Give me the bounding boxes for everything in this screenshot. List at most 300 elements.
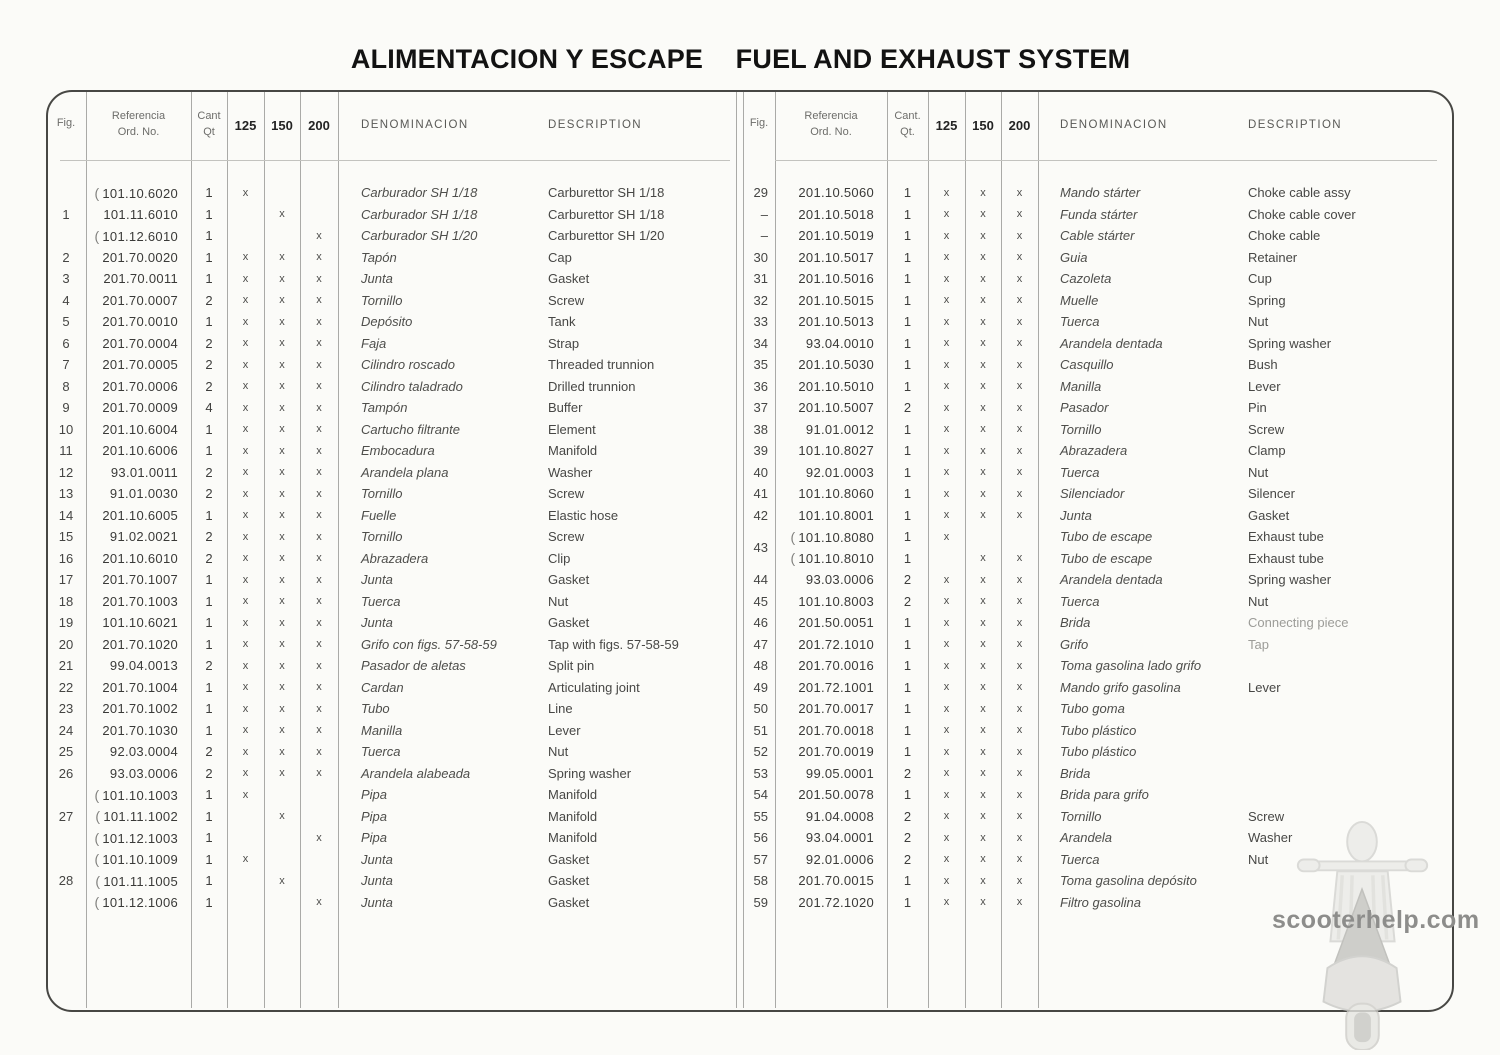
- mark-200: x: [316, 659, 322, 672]
- denomination: Tuerca: [361, 744, 401, 760]
- mark-150: x: [279, 638, 285, 651]
- mark-200: x: [316, 229, 322, 242]
- mark-200: x: [1016, 186, 1023, 199]
- table-row: [743, 354, 1452, 376]
- denomination: Arandela: [1060, 830, 1113, 846]
- description: Gasket: [548, 271, 590, 287]
- table-row: [743, 204, 1452, 226]
- denomination: Tornillo: [361, 486, 403, 502]
- fig-number: 58: [753, 873, 768, 889]
- mark-150: x: [980, 702, 986, 715]
- qty-value: 1: [205, 615, 213, 631]
- mark-125: x: [943, 595, 950, 608]
- ref-cell: [86, 830, 191, 846]
- fig-number: 40: [753, 464, 768, 480]
- ref-number: 92.01.0006: [805, 851, 874, 867]
- table-row: [743, 182, 1452, 204]
- mark-150: x: [980, 638, 986, 651]
- qty-value: 1: [903, 249, 912, 265]
- qty-value: 1: [205, 808, 213, 824]
- denomination: Tubo plástico: [1060, 744, 1137, 760]
- ref-cell: [86, 207, 191, 222]
- fig-number: 39: [753, 443, 768, 459]
- qty-value: 1: [903, 873, 912, 889]
- mark-150: x: [980, 229, 986, 242]
- table-row: [743, 505, 1452, 527]
- ref-number: 101.10.1009: [102, 852, 178, 868]
- ref-cell: [86, 572, 191, 587]
- description: Gasket: [548, 615, 590, 631]
- table-row: [46, 526, 736, 548]
- description: Nut: [1248, 314, 1269, 330]
- denomination: Arandela plana: [361, 464, 449, 480]
- fig-number: 54: [753, 787, 768, 803]
- mark-200: x: [316, 767, 322, 780]
- mark-150: x: [980, 573, 986, 586]
- column-header-qty-line1: Cant.: [894, 110, 921, 122]
- mark-125: x: [242, 444, 249, 457]
- ref-number: 201.10.5016: [798, 271, 874, 287]
- description: Drilled trunnion: [548, 378, 636, 394]
- ref-cell: [86, 873, 191, 889]
- description: Lever: [1248, 679, 1281, 695]
- qty-value: 1: [903, 636, 912, 652]
- mark-125: x: [242, 380, 249, 393]
- mark-200: x: [1016, 315, 1023, 328]
- table-row: [46, 268, 736, 290]
- description: Buffer: [548, 400, 583, 416]
- mark-200: x: [316, 337, 322, 350]
- description: Gasket: [548, 572, 590, 588]
- column-header-ref-line2: Ord. No.: [117, 126, 160, 138]
- fig-number: 26: [58, 765, 74, 781]
- denomination: Pipa: [361, 787, 388, 803]
- ref-cell: [775, 314, 887, 329]
- description: Element: [548, 421, 596, 437]
- fig-number: 20: [58, 636, 74, 652]
- denomination: Cilindro roscado: [361, 357, 455, 373]
- table-row: [46, 870, 736, 892]
- qty-value: 2: [205, 529, 213, 545]
- mark-200: x: [316, 745, 322, 758]
- mark-150: x: [980, 358, 986, 371]
- mark-200: x: [1016, 229, 1023, 242]
- header-underline: [775, 160, 1437, 161]
- denomination: Toma gasolina depósito: [1060, 873, 1197, 889]
- qty-value: 1: [903, 787, 912, 803]
- table-row: [743, 526, 1452, 556]
- fig-number: 37: [753, 400, 768, 416]
- denomination: Tornillo: [361, 292, 403, 308]
- mark-200: x: [316, 595, 322, 608]
- mark-125: x: [242, 573, 249, 586]
- table-row: [46, 462, 736, 484]
- description: Tap: [1248, 636, 1269, 652]
- mark-150: x: [279, 444, 285, 457]
- description: Strap: [548, 335, 580, 351]
- ref-number: 91.02.0021: [109, 529, 178, 545]
- mark-200: x: [1016, 251, 1023, 264]
- ref-number: 93.01.0011: [110, 464, 178, 480]
- denomination: Guia: [1060, 249, 1088, 265]
- description: Choke cable assy: [1248, 185, 1351, 201]
- denomination: Pasador de aletas: [361, 658, 466, 674]
- mark-200: x: [316, 530, 322, 543]
- mark-200: x: [316, 380, 322, 393]
- mark-150: x: [279, 466, 285, 479]
- mark-200: x: [1016, 487, 1023, 500]
- denomination: Tapón: [361, 249, 397, 265]
- denomination: Cable stárter: [1060, 228, 1135, 244]
- mark-200: x: [316, 573, 322, 586]
- qty-value: 1: [903, 615, 912, 631]
- description: Manifold: [548, 808, 598, 824]
- ref-cell: [775, 336, 887, 351]
- table-row: [46, 612, 736, 634]
- table-row: [743, 440, 1452, 462]
- mark-150: x: [980, 831, 986, 844]
- ref-cell: [775, 658, 887, 673]
- mark-150: x: [279, 208, 285, 221]
- mark-125: x: [242, 401, 249, 414]
- description: Screw: [548, 529, 585, 545]
- mark-200: x: [1016, 466, 1023, 479]
- qty-value: 2: [205, 378, 213, 394]
- table-divider-rule: [736, 92, 737, 1008]
- mark-125: x: [242, 659, 249, 672]
- ref-number: 201.70.0005: [102, 357, 178, 373]
- mark-125: x: [242, 251, 249, 264]
- ref-number: 201.70.1020: [102, 636, 178, 652]
- qty-value: 1: [205, 314, 213, 330]
- group-brace: (: [94, 829, 100, 846]
- fig-number: 38: [753, 421, 768, 437]
- fig-number: 47: [753, 636, 768, 652]
- table-row: [46, 806, 736, 828]
- mark-200: x: [1016, 767, 1023, 780]
- description: Screw: [548, 292, 585, 308]
- mark-150: x: [980, 745, 986, 758]
- table-row: [46, 677, 736, 699]
- mark-200: x: [1016, 745, 1023, 758]
- ref-number: 201.70.0007: [102, 292, 178, 308]
- mark-200: x: [316, 358, 322, 371]
- ref-number: 201.10.5013: [798, 314, 874, 330]
- mark-150: x: [980, 380, 986, 393]
- fig-number: 59: [753, 894, 768, 910]
- mark-150: x: [980, 401, 986, 414]
- qty-value: 1: [903, 658, 912, 674]
- denomination: Tornillo: [1060, 808, 1102, 824]
- mark-200: x: [316, 466, 322, 479]
- column-header-fig: Fig.: [56, 117, 76, 129]
- mark-125: x: [943, 380, 950, 393]
- qty-value: 1: [205, 830, 213, 846]
- mark-200: x: [1016, 272, 1023, 285]
- mark-125: x: [242, 638, 249, 651]
- description: Bush: [1248, 357, 1278, 373]
- column-header-ref-line1: Referencia: [111, 110, 166, 122]
- ref-cell: [775, 809, 887, 824]
- mark-125: x: [943, 186, 950, 199]
- denomination: Tornillo: [361, 529, 403, 545]
- ref-cell: [86, 723, 191, 738]
- mark-125: x: [242, 466, 249, 479]
- mark-150: x: [980, 186, 986, 199]
- mark-125: x: [943, 401, 950, 414]
- column-header-description: DESCRIPTION: [548, 119, 642, 131]
- mark-200: x: [1016, 423, 1023, 436]
- table-row: [743, 612, 1452, 634]
- ref-cell: [775, 852, 887, 867]
- mark-200: x: [1016, 853, 1023, 866]
- ref-number: 201.10.5015: [798, 292, 874, 308]
- column-header-150: 150: [271, 118, 293, 133]
- qty-value: 2: [903, 593, 912, 609]
- ref-cell: [775, 637, 887, 652]
- table-row: [46, 333, 736, 355]
- fig-number: 35: [753, 357, 768, 373]
- qty-value: 1: [205, 206, 213, 222]
- table-row: [743, 763, 1452, 785]
- column-header-ref-line1: Referencia: [804, 110, 858, 122]
- mark-125: x: [242, 788, 249, 801]
- fig-number: 21: [58, 658, 74, 674]
- description: Gasket: [548, 851, 590, 867]
- mark-150: x: [279, 724, 285, 737]
- group-brace: (: [94, 184, 100, 201]
- fig-number: 22: [58, 679, 74, 695]
- description: Exhaust tube: [1248, 550, 1324, 566]
- mark-200: x: [1016, 509, 1023, 522]
- qty-value: 2: [205, 550, 213, 566]
- mark-200: x: [316, 724, 322, 737]
- fig-number: 43: [753, 540, 768, 556]
- mark-125: x: [242, 616, 249, 629]
- mark-125: x: [242, 337, 249, 350]
- mark-200: x: [316, 272, 322, 285]
- qty-value: 1: [205, 636, 213, 652]
- table-row: [743, 397, 1452, 419]
- mark-125: x: [242, 315, 249, 328]
- denomination: Abrazadera: [361, 550, 429, 566]
- qty-value: 1: [205, 507, 213, 523]
- mark-200: x: [316, 509, 322, 522]
- table-row: [46, 784, 736, 806]
- table-row: [743, 376, 1452, 398]
- mark-150: x: [279, 315, 285, 328]
- mark-125: x: [943, 487, 950, 500]
- table-row: [743, 784, 1452, 806]
- table-row: [46, 376, 736, 398]
- mark-150: x: [980, 294, 986, 307]
- denomination: Tornillo: [1060, 421, 1102, 437]
- mark-125: x: [943, 530, 950, 543]
- table-row: [743, 698, 1452, 720]
- mark-125: x: [943, 573, 950, 586]
- mark-200: x: [316, 616, 322, 629]
- ref-number: 201.10.5018: [798, 206, 874, 222]
- qty-value: 1: [205, 421, 213, 437]
- ref-cell: [86, 508, 191, 523]
- mark-125: x: [943, 272, 950, 285]
- ref-number: 101.10.8010: [798, 551, 874, 567]
- mark-150: x: [279, 358, 285, 371]
- mark-200: x: [1016, 380, 1023, 393]
- mark-150: x: [279, 810, 285, 823]
- column-header-200: 200: [308, 118, 330, 133]
- ref-number: 91.01.0030: [109, 486, 178, 502]
- fig-number: 16: [58, 550, 74, 566]
- mark-125: x: [943, 509, 950, 522]
- ref-number: 201.50.0051: [798, 615, 874, 631]
- mark-150: x: [279, 659, 285, 672]
- description: Nut: [1248, 593, 1269, 609]
- description: Cap: [548, 249, 572, 265]
- denomination: Carburador SH 1/18: [361, 185, 478, 201]
- mark-150: x: [980, 874, 986, 887]
- ref-number: 201.50.0078: [798, 787, 874, 803]
- qty-value: 1: [205, 572, 213, 588]
- mark-150: x: [279, 573, 285, 586]
- column-header-description: DESCRIPTION: [1248, 119, 1342, 131]
- mark-150: x: [279, 745, 285, 758]
- mark-150: x: [980, 272, 986, 285]
- fig-number: 23: [58, 701, 74, 717]
- mark-150: x: [980, 337, 986, 350]
- qty-value: 1: [903, 357, 912, 373]
- mark-125: x: [242, 423, 249, 436]
- group-brace: (: [95, 808, 101, 825]
- fig-number: 25: [58, 744, 74, 760]
- ref-number: 201.70.1004: [102, 679, 178, 695]
- description: Nut: [548, 744, 569, 760]
- table-row: [46, 655, 736, 677]
- ref-cell: [775, 271, 887, 286]
- ref-number: 201.72.1001: [798, 679, 874, 695]
- ref-cell: [775, 293, 887, 308]
- table-row: [46, 483, 736, 505]
- fig-number: 8: [62, 378, 70, 394]
- table-row: [743, 483, 1452, 505]
- table-row: [46, 591, 736, 613]
- mark-125: x: [242, 702, 249, 715]
- mark-200: x: [316, 401, 322, 414]
- qty-value: 2: [903, 851, 912, 867]
- mark-200: x: [1016, 638, 1023, 651]
- mark-150: x: [980, 251, 986, 264]
- fig-number: 50: [753, 701, 768, 717]
- ref-cell: [775, 508, 887, 523]
- ref-number: 101.12.6010: [102, 228, 178, 244]
- description: Gasket: [1248, 507, 1290, 523]
- mark-125: x: [943, 294, 950, 307]
- qty-value: 1: [205, 873, 213, 889]
- ref-cell: [86, 357, 191, 372]
- ref-cell: [86, 486, 191, 501]
- qty-value: 1: [205, 894, 213, 910]
- table-row: [46, 698, 736, 720]
- denomination: Tubo: [361, 701, 390, 717]
- denomination: Tubo goma: [1060, 701, 1125, 717]
- denomination: Carburador SH 1/18: [361, 206, 478, 222]
- table-row: [743, 419, 1452, 441]
- description: Lever: [1248, 378, 1281, 394]
- ref-number: 93.04.0010: [805, 335, 874, 351]
- ref-number: 101.12.1003: [102, 830, 178, 846]
- description: Cup: [1248, 271, 1272, 287]
- group-brace: (: [790, 528, 796, 545]
- mark-125: x: [242, 724, 249, 737]
- description: Spring washer: [548, 765, 632, 781]
- mark-200: x: [316, 315, 322, 328]
- table-row: [46, 225, 736, 247]
- mark-150: x: [279, 874, 285, 887]
- ref-number: 101.10.1003: [102, 787, 178, 803]
- mark-125: x: [242, 272, 249, 285]
- mark-200: x: [316, 251, 322, 264]
- ref-cell: [86, 787, 191, 803]
- mark-200: x: [1016, 444, 1023, 457]
- denomination: Silenciador: [1060, 486, 1125, 502]
- description: Threaded trunnion: [548, 357, 655, 373]
- table-row: [743, 569, 1452, 591]
- denomination: Manilla: [1060, 378, 1102, 394]
- qty-value: 1: [903, 292, 912, 308]
- fig-number: 44: [753, 572, 768, 588]
- ref-cell: [86, 443, 191, 458]
- ref-number: 91.01.0012: [805, 421, 874, 437]
- qty-value: 2: [205, 357, 213, 373]
- ref-cell: [775, 701, 887, 716]
- qty-value: 1: [903, 185, 912, 201]
- mark-125: x: [242, 186, 249, 199]
- description: Washer: [1248, 830, 1293, 846]
- description: Gasket: [548, 873, 590, 889]
- fig-number: 24: [58, 722, 74, 738]
- ref-cell: [775, 207, 887, 222]
- fig-number: –: [760, 206, 768, 222]
- description: Connecting piece: [1248, 615, 1349, 631]
- table-row: [46, 247, 736, 269]
- ref-cell: [775, 465, 887, 480]
- qty-value: 1: [205, 593, 213, 609]
- denomination: Tampón: [361, 400, 408, 416]
- denomination: Filtro gasolina: [1060, 894, 1141, 910]
- table-row: [743, 591, 1452, 613]
- ref-number: 101.10.6020: [102, 185, 178, 201]
- description: Clamp: [1248, 443, 1286, 459]
- ref-cell: [86, 379, 191, 394]
- mark-125: x: [943, 659, 950, 672]
- mark-125: x: [242, 745, 249, 758]
- mark-150: x: [279, 616, 285, 629]
- description: Split pin: [548, 658, 595, 674]
- table-row: [46, 440, 736, 462]
- group-brace: (: [94, 786, 100, 803]
- description: Spring washer: [1248, 335, 1332, 351]
- table-row: [743, 634, 1452, 656]
- mark-150: x: [980, 552, 986, 565]
- table-row: [743, 333, 1452, 355]
- fig-number: 1: [62, 206, 70, 222]
- ref-cell: [86, 336, 191, 351]
- description: Carburettor SH 1/20: [548, 228, 665, 244]
- ref-number: 91.04.0008: [805, 808, 874, 824]
- ref-number: 92.03.0004: [109, 744, 178, 760]
- description: Line: [548, 701, 573, 717]
- qty-value: 1: [903, 744, 912, 760]
